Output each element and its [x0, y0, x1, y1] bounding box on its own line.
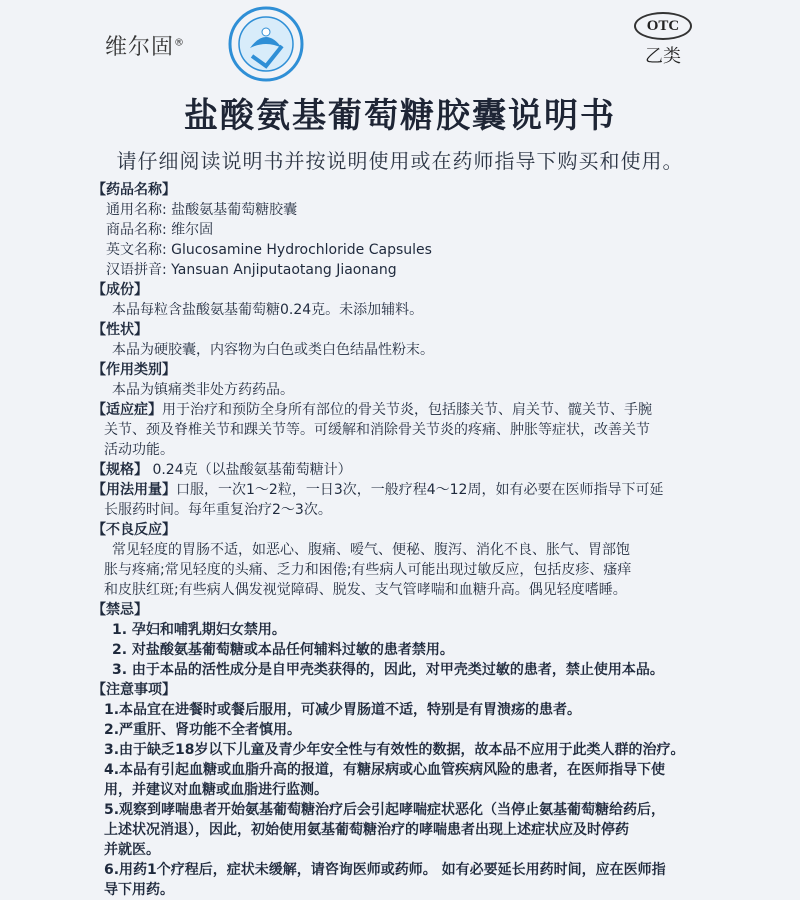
- section-usage: 【用法用量】口服，一次1～2粒，一日3次，一般疗程4～12周，如有必要在医师指导下可延 长服药时间。每年重复治疗2～3次。: [92, 482, 664, 518]
- list-item: 2. 对盐酸氨基葡萄糖或本品任何辅料过敏的患者禁用。: [112, 642, 454, 658]
- brand-name: 维尔固®: [105, 35, 186, 60]
- leaflet-content: [92, 180, 714, 900]
- quality-logo-icon: [224, 4, 308, 84]
- list-item: 1. 孕妇和哺乳期妇女禁用。: [112, 622, 286, 638]
- list-item: 1.本品宜在进餐时或餐后服用，可减少胃肠道不适，特别是有胃溃疡的患者。: [104, 702, 582, 718]
- section-indication: 【适应症】用于治疗和预防全身所有部位的骨关节炎，包括膝关节、肩关节、髋关节、手腕 关节、颈及脊椎关节和踝关节等。可缓解和消除骨关节炎的疼痛、肿胀等症状，改善关节 活动功能。: [92, 402, 652, 458]
- list-item: 2.严重肝、肾功能不全者慎用。: [104, 722, 302, 738]
- section-character: 【性状】 本品为硬胶囊，内容物为白色或类白色结晶性粉末。: [92, 322, 434, 358]
- section-contraindications: 【禁忌】 1. 孕妇和哺乳期妇女禁用。 2. 对盐酸氨基葡萄糖或本品任何辅料过敏的患者禁用。 3. 由于本品的活性成分是自甲壳类获得的，因此，对甲壳类过敏的患者，禁止使用本品。: [92, 600, 714, 680]
- section-name: [92, 180, 714, 280]
- list-item: 3. 由于本品的活性成分是自甲壳类获得的，因此，对甲壳类过敏的患者，禁止使用本品。: [112, 662, 664, 678]
- generic-name: 通用名称: 盐酸氨基葡萄糖胶囊: [106, 202, 298, 218]
- english-name: 英文名称: Glucosamine Hydrochloride Capsules: [106, 242, 432, 258]
- otc-badge: OTC 乙类: [633, 12, 693, 68]
- trade-name: 商品名称: 维尔固: [106, 222, 214, 238]
- section-spec: 【规格】 0.24克（以盐酸氨基葡萄糖计）: [92, 462, 352, 478]
- pinyin-name: 汉语拼音: Yansuan Anjiputaotang Jiaonang: [106, 262, 397, 278]
- page-title: 盐酸氨基葡萄糖胶囊说明书: [184, 96, 616, 136]
- list-item: 4.本品有引起血糖或血脂升高的报道，有糖尿病或心血管疾病风险的患者，在医师指导下使: [104, 762, 666, 778]
- section-category: 【作用类别】 本品为镇痛类非处方药药品。: [92, 362, 294, 398]
- list-item: 6.用药1个疗程后，症状未缓解，请咨询医师或药师。 如有必要延长用药时间，应在医师指: [104, 862, 666, 878]
- section-composition: 【成份】 本品每粒含盐酸氨基葡萄糖0.24克。未添加辅料。: [92, 282, 424, 318]
- list-item: 3.由于缺乏18岁以下儿童及青少年安全性与有效性的数据，故本品不应用于此类人群的治疗。: [104, 742, 685, 758]
- page-subtitle: 请仔细阅读说明书并按说明使用或在药师指导下购买和使用。: [116, 149, 684, 173]
- section-heading: 【药品名称】: [92, 182, 176, 198]
- section-adverse: 【不良反应】 常见轻度的胃肠不适，如恶心、腹痛、嗳气、便秘、腹泻、消化不良、胀气、胃部饱 胀与疼痛;常见轻度的头痛、乏力和困倦;有些病人可能出现过敏反应，包括皮疹、瘙痒 和皮肤红斑;有些病人偶发视觉障碍、脱发、支气管哮喘和血糖升高。偶见轻度嗜睡。: [92, 522, 632, 598]
- section-cautions: 【注意事项】 1.本品宜在进餐时或餐后服用，可减少胃肠道不适，特别是有胃溃疡的患者。 2.严重肝、肾功能不全者慎用。 3.由于缺乏18岁以下儿童及青少年安全性与有效性的数据，故本品不应用于此类人群的治疗。 4.本品有引起血糖或血脂升高的报道，有糖尿病或心血管疾病风险的患者，在医师指导下使 用，并建议对血糖或血脂进行监测。 5.观察到哮喘患者开始氨基葡萄糖治疗后会引起哮喘症状恶化（当停止氨基葡萄糖给药后， 上述状况消退），因此，初始使用氨基葡萄糖治疗的哮喘患者出现上述症状应及时停药 并就医。 6.用药1个疗程后，症状未缓解，请咨询医师或药师。 如有必要延长用药时间，应在医师指 导下用药。: [92, 680, 714, 900]
- list-item: 5.观察到哮喘患者开始氨基葡萄糖治疗后会引起哮喘症状恶化（当停止氨基葡萄糖给药后，: [104, 802, 666, 818]
